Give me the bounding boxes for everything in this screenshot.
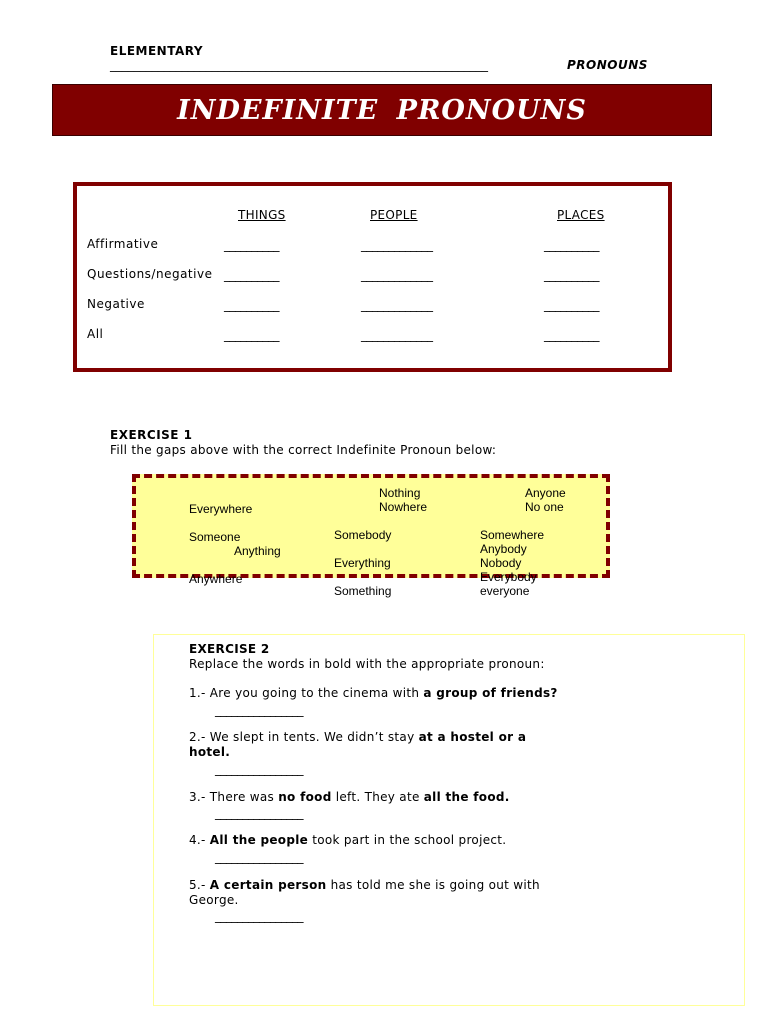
- question-bold-text: A certain person: [209, 878, 327, 892]
- word-item: Everybody: [480, 570, 537, 584]
- question-3: [189, 790, 609, 805]
- blank-all-places[interactable]: __________: [544, 328, 599, 342]
- word-item: Anyone: [525, 486, 566, 500]
- column-header-places: PLACES: [557, 208, 605, 222]
- word-item: Anything: [234, 544, 281, 558]
- question-text: has told me she is going out with George.: [189, 878, 540, 907]
- word-item: Everything: [334, 556, 391, 570]
- question-bold-text: all the food.: [423, 790, 510, 804]
- word-item: Somebody: [334, 528, 392, 542]
- page-title: INDEFINITE PRONOUNS: [177, 94, 587, 126]
- blank-all-people[interactable]: _____________: [361, 328, 433, 342]
- word-item: Anywhere: [189, 572, 243, 586]
- column-header-things: THINGS: [238, 208, 286, 222]
- exercise-2-title: EXERCISE 2: [189, 642, 270, 656]
- title-banner: [52, 84, 712, 136]
- question-bold-text: All the people: [209, 833, 309, 847]
- question-text: left. They ate: [331, 790, 424, 804]
- blank-affirmative-things[interactable]: __________: [224, 238, 279, 252]
- question-text: 4.-: [189, 833, 210, 847]
- question-5: [189, 878, 564, 908]
- blank-questions-places[interactable]: __________: [544, 268, 599, 282]
- question-1: [189, 686, 589, 701]
- topic-label: PRONOUNS: [567, 58, 648, 72]
- blank-affirmative-places[interactable]: __________: [544, 238, 599, 252]
- question-text: 5.-: [189, 878, 210, 892]
- blank-negative-places[interactable]: __________: [544, 298, 599, 312]
- word-item: Something: [334, 584, 392, 598]
- word-item: Someone: [189, 530, 241, 544]
- word-item: Nobody: [480, 556, 522, 570]
- blank-all-things[interactable]: __________: [224, 328, 279, 342]
- word-item: Somewhere: [480, 528, 545, 542]
- word-item: Everywhere: [189, 502, 253, 516]
- blank-affirmative-people[interactable]: _____________: [361, 238, 433, 252]
- blank-negative-things[interactable]: __________: [224, 298, 279, 312]
- question-4: [189, 833, 609, 848]
- level-label: ELEMENTARY: [110, 44, 204, 58]
- exercise-2-instruction: Replace the words in bold with the appropriate pronoun:: [189, 657, 545, 671]
- answer-line-3[interactable]: ________________: [215, 806, 303, 820]
- question-2: [189, 730, 549, 760]
- answer-line-5[interactable]: ________________: [215, 909, 303, 923]
- exercise-1-instruction: Fill the gaps above with the correct Indefinite Pronoun below:: [110, 443, 497, 457]
- answer-line-2[interactable]: ________________: [215, 762, 303, 776]
- question-text: took part in the school project.: [308, 833, 507, 847]
- question-bold-text: at a hostel or a hotel.: [189, 730, 527, 759]
- answer-line-1[interactable]: ________________: [215, 703, 303, 717]
- question-bold-text: a group of friends?: [423, 686, 558, 700]
- question-text: 3.- There was: [189, 790, 279, 804]
- row-label-negative: Negative: [87, 297, 145, 311]
- word-item: Nowhere: [379, 500, 428, 514]
- blank-negative-people[interactable]: _____________: [361, 298, 433, 312]
- row-label-questions-negative: Questions/negative: [87, 267, 213, 281]
- question-bold-text: no food: [278, 790, 332, 804]
- row-label-affirmative: Affirmative: [87, 237, 159, 251]
- column-header-people: PEOPLE: [370, 208, 418, 222]
- blank-questions-people[interactable]: _____________: [361, 268, 433, 282]
- word-item: everyone: [480, 584, 530, 598]
- header-rule: _______________________________________________________________: [110, 58, 488, 72]
- exercise-1-title: EXERCISE 1: [110, 428, 193, 442]
- question-text: 1.- Are you going to the cinema with: [189, 686, 424, 700]
- blank-questions-things[interactable]: __________: [224, 268, 279, 282]
- word-item: Nothing: [379, 486, 421, 500]
- row-label-all: All: [87, 327, 104, 341]
- word-item: Anybody: [480, 542, 527, 556]
- question-text: 2.- We slept in tents. We didn’t stay: [189, 730, 419, 744]
- answer-line-4[interactable]: ________________: [215, 850, 303, 864]
- word-item: No one: [525, 500, 564, 514]
